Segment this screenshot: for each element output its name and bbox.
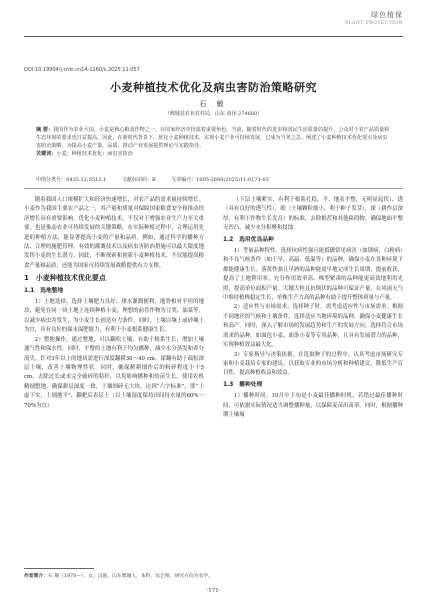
paragraph-continued: （下层土壤紧实，有利于根系扎稳，平、地表平整，无明显起伏），透（具有良好的透气性），细（土壤颗粒细小，利于种子发芽），深（耕作层深厚，有利于作物生长发育）的标准，去除根茬和其他障碍物，确保地面平整无凹凸，减少水分积聚和侵蚀。 — [223, 197, 403, 232]
paragraph-sowing-time: 1）播种时间。10月中下旬是小麦最佳播种时机，若错过最佳播种时间，可依据实际情况适当调整播种量，以保障麦苗出苗率。同时，根据播种期土壤墒 — [223, 393, 403, 418]
paragraph-expert-guidance: 3）专家指导与决策依据。在选取种子的过程中，认真考虑市场研究专家和小麦栽培专家的建议，以获取专业的市场分析和种植建议，降低生产盲目性，提高种植收益和效益。 — [223, 351, 403, 377]
subsection-heading-1-1: 1.1 选地整地 — [24, 287, 64, 294]
footnote-text: 石 敏（1978—），女，汉族，山东鄄城人，本科，农艺师，研究方向为农学。 — [48, 574, 213, 579]
intro-paragraph: 随着我国人口规模扩大和经济快速增长，对农产品的需求量持续增长。小麦作为我国主要农产品之一，其产量和质量对保障国家粮食安全和推动经济增长具有重要影响。优化小麦种植技术，不仅对于增强农业生产力至关重要，也是推动农业可持续发展的关键策略。在实际种植过程中，合理运用先进的种植方法，能显著提高小麦的产量和品质。例如，通过科学的播种方法、合理的施肥管理、有效的灌溉技术以及病虫害防治措施可以最大限度地发挥小麦的生长潜力。因此，不断探索和创新小麦种植技术，不仅能提高粮食产量和品质，还能为国家可持续发展战略提供有力支撑。 — [24, 197, 204, 269]
keywords — [36, 150, 391, 158]
document-code: 文献标识码：B — [121, 177, 156, 183]
footnote-label: 作者简介： — [24, 574, 48, 579]
keywords-label: 关键词： — [36, 151, 57, 157]
abstract-text: 我国作为农业大国，小麦是核心粮食作物之一，在国家经济中扮演着重要角色。当前，随着时代的进步和国民生活质量的提升，公众对于农产品质量和生态环境的要求也日益提高，因此，在新时代背景下，优化小麦种植技术，实现小麦产业可持续发展，已成为当务之急。阐述了小麦种植技术优化要点及病虫害防治策略，为提高小麦产量、品质，推动产业发展提供理论与实践指导。 — [36, 127, 390, 149]
meta-rule — [24, 188, 403, 189]
author-footnote — [24, 572, 213, 579]
affiliation: （鄄城县农业农村局，山东 菏泽 274600） — [164, 111, 263, 117]
section-heading-1: 1 小麦种植技术优化要点 — [24, 274, 106, 283]
doi: DOI:10.19904/j.cnki.cn14-1160/s.2025.11.057 — [24, 67, 140, 73]
journal-section-header — [345, 10, 403, 26]
paragraph-land-preparation: 2）整地操作。通过整地，可以翻松土壤，有助于根系生长；增加土壤通气性和保水性。同时，平整的土地有利于均匀播种，减少水分蒸发和养分流失。针对3年以上的地块需进行深度翻耕30～40 cm，深翻有助于疏松深层土壤，改善土壤物理性状。同时，确保精耕细作后的粉碎程度小于5 cm，去除过长或未完全破碎的秸秆，以免影响播种和幼苗生长。使用农机精细整地，确保耕层深度一致，土壤细碎无大块，达到“六字标准”，即“上虚下实，土细地平”，翻耙后表层土（以土壤湿度保持田间持水量的60%～70%为宜） — [24, 336, 204, 409]
paragraph-land-selection: 1）土地选择。选择土壤肥力良好、排水灌溉便利、地势相对平坦的地块，避免在同一块土地上连续种植小麦，理想的前茬作物为豆类、油菜等，以减少病虫害发生，为小麦生长创造有力条件。同时，土壤以壤土或砂壤土为宜，具有良好的保水保肥能力，有利于小麦根系健康生长。 — [24, 299, 204, 334]
author: 石 敏 — [199, 100, 228, 108]
section-title-cn: 绿色植保 — [371, 11, 403, 19]
right-column — [223, 196, 403, 420]
abstract-block — [36, 126, 391, 158]
keywords-text: 小麦；种植技术优化；病虫害防治 — [56, 151, 133, 157]
paragraph-variety-traits: 1）考量品种特性。选择抗病性强且能抵御常见病害（如锈病、白粉病）和不良气候条件（如干旱、高温、低温等）的品种，确保小麦在各种环境下都能健康生长。落黄性强且早熟的品种能更早地完成生长周期，提前收获，提高了土地利用率。充分作用效率高、株型紧凑的品种能更高效地利用光照，提高单位面积产量。大穗大粒且抗倒伏的品种可保证产量，在风雨天气中维持植株稳定生长，单株生产力高的品种有助于提升整体质量与产量。 — [223, 248, 403, 302]
paper-title: 小麦种植技术优化及病虫害防治策略研究 — [110, 81, 317, 94]
footnote-rule — [24, 568, 94, 569]
page-number: ·171· — [206, 588, 221, 594]
clc-number: 中图分类号：S435.12;S512.1 — [36, 177, 107, 183]
abstract-label: 摘 要： — [36, 127, 54, 133]
header-rule — [24, 36, 403, 37]
section-title-en: PLANT PROTECTION — [345, 21, 403, 26]
classification-line — [36, 176, 283, 183]
paragraph-market-demand: 2）适应性与市场需求。选择种子时，需考虑适应性与市场需求。根据不同地区的气候和土壤条件，选择适应当地环境的品种，确保小麦健康生长和高产。同时，深入了解市场的发展趋势和生产的发展方向，选择符合市场需求的品种，如面包小麦、面条小麦等专用品种，且具有发展潜力的品种，实现种植效益最大化。 — [223, 304, 403, 349]
left-column — [24, 196, 204, 411]
article-number: 文章编号：1005-2690(2025)11-0171-03 — [171, 177, 269, 183]
subsection-heading-1-2: 1.2 选用优良品种 — [223, 236, 274, 243]
subsection-heading-1-3: 1.3 播种处理 — [223, 381, 263, 388]
abstract — [36, 126, 391, 150]
